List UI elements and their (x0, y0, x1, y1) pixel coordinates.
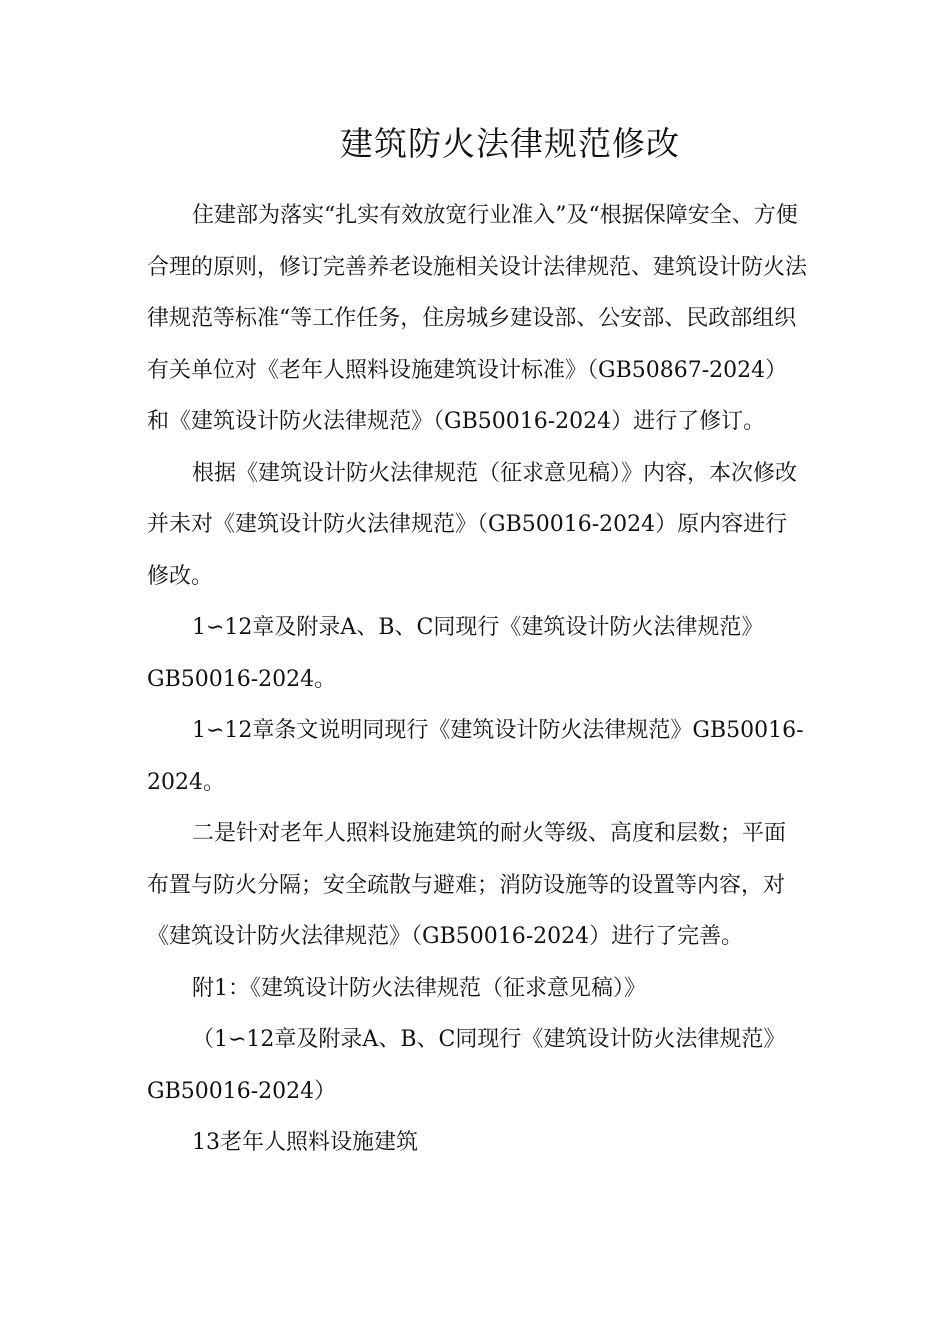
paragraph-attachment: 附1：《建筑设计防火法律规范（征求意见稿）》 (192, 975, 646, 1001)
document-title: 建筑防火法律规范修改 (340, 124, 680, 163)
paragraph-improvements: 二是针对老年人照料设施建筑的耐火等级、高度和层数；平面布置与防火分隔；安全疏散与避难；消防设施等的设置等内容，对《建筑设计防火法律规范》（GB50016-2024）进行了完善。 (147, 821, 787, 949)
paragraph-chapters: 1∽12章及附录A、B、C同现行《建筑设计防火法律规范》GB50016-2024。 (147, 615, 764, 692)
paragraph-section-13: 13老年人照料设施建筑 (192, 1130, 418, 1155)
paragraph-intro: 住建部为落实“扎实有效放宽行业准入”及“根据保障安全、方便合理的原则，修订完善养老设施相关设计法律规范、建筑设计防火法律规范等标准“等工作任务，住房城乡建设部、公安部、民政部组织有关单位对《老年人照料设施建筑设计标准》（GB50867-2024）和《建筑设计防火法律规范》（GB50016-2024）进行了修订。 (147, 203, 808, 434)
document-body (147, 190, 807, 1169)
paragraph-chapter-notes: 1∽12章条文说明同现行《建筑设计防火法律规范》GB50016-2024。 (147, 718, 804, 795)
paragraph-attachment-note: （1∽12章及附录A、B、C同现行《建筑设计防火法律规范》GB50016-2024） (147, 1027, 786, 1104)
paragraph-basis: 根据《建筑设计防火法律规范（征求意见稿）》内容，本次修改并未对《建筑设计防火法律规范》（GB50016-2024）原内容进行修改。 (147, 460, 798, 589)
